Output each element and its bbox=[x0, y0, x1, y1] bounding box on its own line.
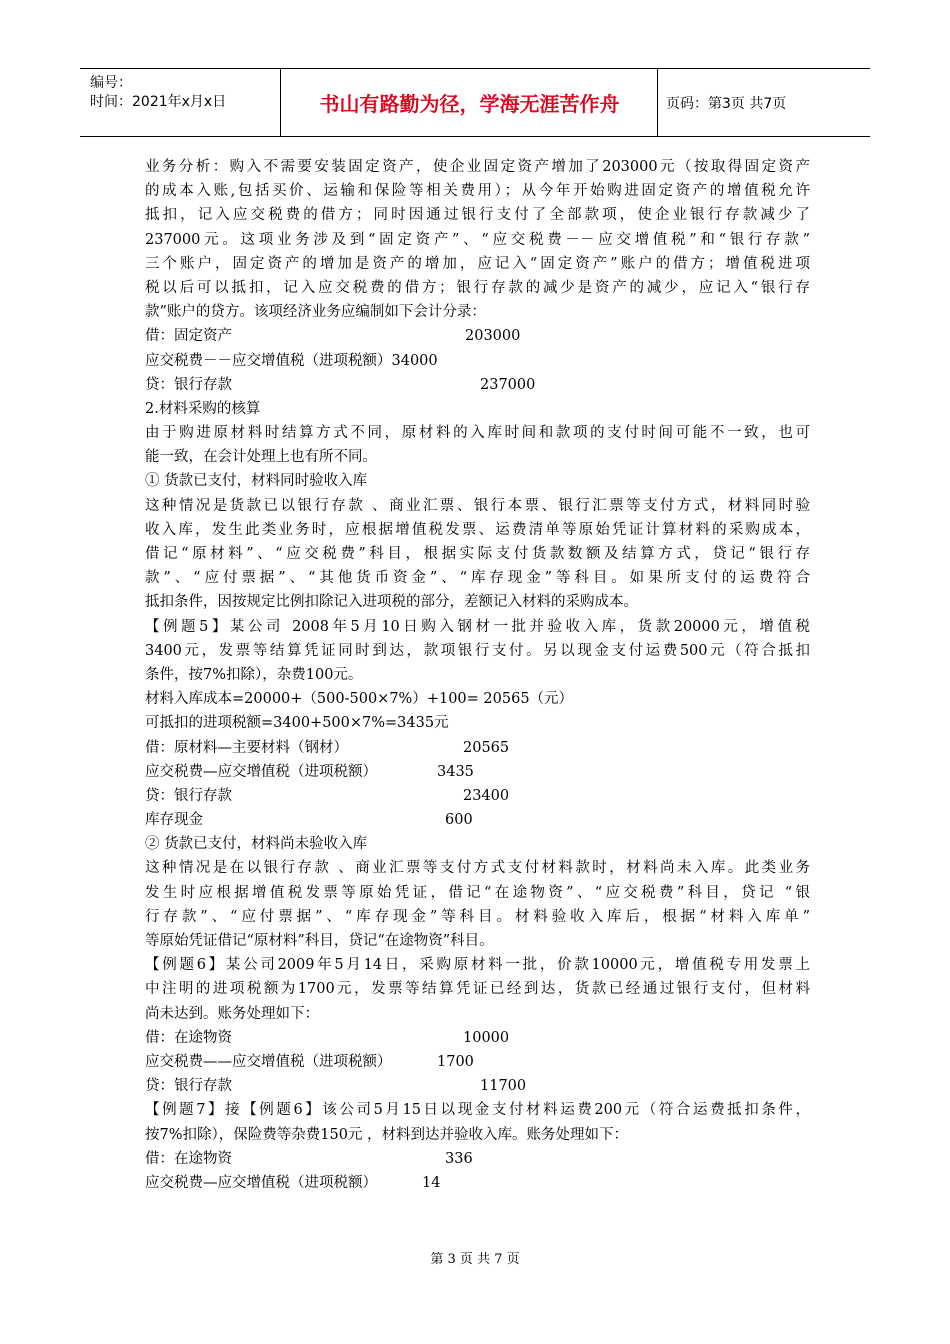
header-meta bbox=[80, 69, 281, 136]
header-motto: 书山有路勤为径，学海无涯苦作舟 bbox=[282, 69, 658, 136]
journal-line bbox=[145, 373, 810, 397]
debit-amount: 10000 bbox=[463, 1029, 510, 1046]
journal-line bbox=[145, 760, 810, 784]
text-line: 这种情况是在以银行存款 、商业汇票等支付方式支付材料款时，材料尚未入库。此类业务 bbox=[145, 860, 810, 877]
section-heading: 2.材料采购的核算 bbox=[145, 400, 261, 417]
text-line: 款”、“应付票据”、“其他货币资金”、“库存现金”等科目。如果所支付的运费符合 bbox=[145, 570, 810, 587]
text-line: 三个账户，固定资产的增加是资产的增加，应记入“固定资产”账户的借方；增值税进项 bbox=[145, 255, 810, 272]
account-name: 库存现金 bbox=[145, 812, 203, 829]
debit-amount: 336 bbox=[445, 1150, 473, 1167]
page-footer: 第 3 页 共 7 页 bbox=[430, 1252, 520, 1267]
journal-line bbox=[145, 736, 810, 760]
text-line: 材料入库成本=20000+（500-500×7%）+100= 20565（元） bbox=[145, 691, 574, 708]
text-line: 抵扣，记入应交税费的借方；同时因通过银行支付了全部款项，使企业银行存款减少了 bbox=[145, 207, 810, 224]
document-number: 编号： bbox=[90, 75, 132, 91]
account-name: 应交税费—应交增值税（进项税额） bbox=[145, 763, 377, 780]
text-line: 条件，按7%扣除），杂费100元。 bbox=[145, 666, 363, 683]
subsection-heading: ① 货款已支付，材料同时验收入库 bbox=[145, 473, 368, 490]
header-page-number: 页码：第3页 共7页 bbox=[666, 95, 787, 112]
page-header bbox=[80, 68, 870, 137]
credit-amount: 23400 bbox=[463, 787, 510, 804]
account-name: 贷：银行存款 bbox=[145, 787, 232, 804]
account-name: 借：原材料—主要材料（钢材） bbox=[145, 739, 348, 756]
debit-amount: 1700 bbox=[437, 1053, 474, 1070]
subsection-heading: ② 货款已支付，材料尚未验收入库 bbox=[145, 836, 368, 853]
text-line: 可抵扣的进项税额=3400+500×7%=3435元 bbox=[145, 715, 449, 732]
journal-line bbox=[145, 1074, 810, 1098]
text-line: 的成本入账,包括买价、运输和保险等相关费用）；从今年开始购进固定资产的增值税允许 bbox=[145, 183, 810, 200]
account-name: 借：固定资产 bbox=[145, 328, 232, 345]
journal-line bbox=[145, 1171, 810, 1195]
document-body bbox=[145, 155, 810, 1195]
document-time: 时间：2021年x月x日 bbox=[90, 94, 227, 110]
debit-amount: 3435 bbox=[437, 763, 474, 780]
text-line: 税以后可以抵扣，记入应交税费的借方；银行存款的减少是资产的减少，应记入“银行存 bbox=[145, 279, 810, 296]
text-line: 发生时应根据增值税发票等原始凭证，借记“在途物资”、“应交税费”科目，贷记 “银 bbox=[145, 884, 810, 901]
debit-amount: 14 bbox=[422, 1174, 441, 1191]
text-line: 业务分析：购入不需要安装固定资产，使企业固定资产增加了203000元（按取得固定资产 bbox=[145, 159, 810, 175]
text-line: 237000元。这项业务涉及到“固定资产”、“应交税费－－应交增值税”和“银行存款” bbox=[145, 231, 810, 248]
account-name: 贷：银行存款 bbox=[145, 1078, 232, 1095]
text-line: 等原始凭证借记“原材料”科目，贷记“在途物资”科目。 bbox=[145, 933, 494, 949]
text-line: 应交税费－－应交增值税（进项税额）34000 bbox=[145, 352, 438, 369]
account-name: 应交税费——应交增值税（进项税额） bbox=[145, 1053, 392, 1070]
account-name: 借：在途物资 bbox=[145, 1150, 232, 1167]
account-name: 应交税费—应交增值税（进项税额） bbox=[145, 1174, 377, 1191]
text-line: 借记“原材料”、“应交税费”科目，根据实际支付货款数额及结算方式，贷记“银行存 bbox=[145, 546, 810, 562]
journal-line bbox=[145, 1026, 810, 1050]
account-name: 贷：银行存款 bbox=[145, 376, 232, 393]
journal-line bbox=[145, 1147, 810, 1171]
text-line: 3400元，发票等结算凭证同时到达，款项银行支付。另以现金支付运费500元（符合抵扣 bbox=[145, 642, 810, 659]
text-line: 这种情况是货款已以银行存款 、商业汇票、银行本票、银行汇票等支付方式，材料同时验 bbox=[145, 497, 810, 514]
debit-amount: 203000 bbox=[465, 328, 521, 345]
text-line: 由于购进原材料时结算方式不同，原材料的入库时间和款项的支付时间可能不一致，也可 bbox=[145, 425, 810, 442]
credit-amount: 237000 bbox=[480, 376, 536, 393]
journal-line bbox=[145, 324, 810, 348]
journal-line bbox=[145, 808, 810, 832]
text-line: 【例题6】某公司2009年5月14日，采购原材料一批，价款10000元，增值税专用发票上 bbox=[145, 957, 810, 974]
text-line: 抵扣条件，因按规定比例扣除记入进项税的部分，差额记入材料的采购成本。 bbox=[145, 594, 638, 611]
text-line: 能一致，在会计处理上也有所不同。 bbox=[145, 449, 377, 466]
text-line: 行存款”、“应付票据”、“库存现金”等科目。材料验收入库后，根据“材料入库单” bbox=[145, 908, 810, 925]
credit-amount: 11700 bbox=[480, 1078, 527, 1095]
debit-amount: 20565 bbox=[463, 739, 510, 756]
text-line: 收入库，发生此类业务时，应根据增值税发票、运费清单等原始凭证计算材料的采购成本， bbox=[145, 521, 810, 538]
account-name: 借：在途物资 bbox=[145, 1029, 232, 1046]
journal-line bbox=[145, 1050, 810, 1074]
text-line: 【例题5】某公司 2008年5月10日购入钢材一批并验收入库，货款20000元，增值税 bbox=[145, 618, 810, 635]
text-line: 款”账户的贷方。该项经济业务应编制如下会计分录： bbox=[145, 304, 486, 321]
text-line: 尚未达到。账务处理如下： bbox=[145, 1005, 319, 1022]
text-line: 中注明的进项税额为1700元，发票等结算凭证已经到达，货款已经通过银行支付，但材料 bbox=[145, 981, 810, 998]
text-line: 按7%扣除），保险费等杂费150元 ，材料到达并验收入库。账务处理如下： bbox=[145, 1126, 629, 1143]
text-line: 【例题7】接【例题6】该公司5月15日以现金支付材料运费200元（符合运费抵扣条件， bbox=[145, 1102, 810, 1119]
credit-amount: 600 bbox=[445, 812, 473, 829]
journal-line bbox=[145, 784, 810, 808]
